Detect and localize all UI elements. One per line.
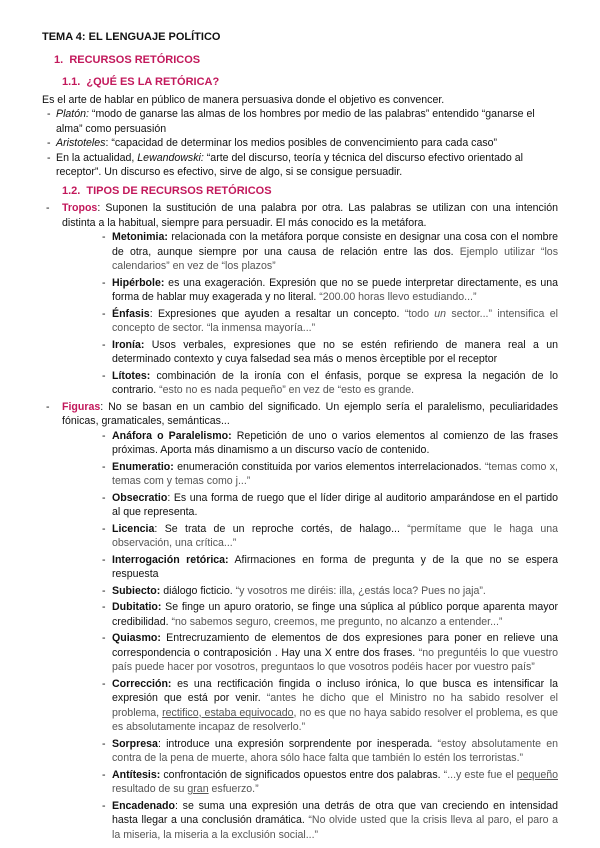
list-item <box>102 737 558 766</box>
term: Hipérbole: <box>112 276 165 289</box>
example: “esto no es nada pequeño” en vez de “esto es grande. <box>159 384 415 396</box>
example-emphasis: un <box>434 307 447 320</box>
author: Aristoteles <box>56 137 106 149</box>
example: , no es que no haya sabido resolver el problema, es que es absolutamente incapaz de resolverlo.” <box>112 706 558 733</box>
list-item <box>102 460 558 489</box>
list-item <box>102 600 558 629</box>
example: “y vosotros me diréis: illa, ¿estás loca? Pues no jaja”. <box>235 584 486 597</box>
term-text: relacionada con la metáfora porque consiste en designar una cosa con el nombre de otra, aunque siempre por una causa de relación entre las dos. <box>112 231 558 258</box>
item-text: “arte del discurso, teoría y técnica del discurso efectivo orientado al receptor”. Un discurso es efectivo, sirve de algo, si se consigue persuadir. <box>56 151 523 178</box>
retorica-definition-block <box>42 93 558 180</box>
list-item <box>102 429 558 458</box>
figuras-text: : No se basan en un cambio del significado. Un ejemplo sería el paralelismo, peculiaridades fónicas, gramaticales, semánticas... <box>62 400 558 427</box>
list-item <box>102 553 558 582</box>
list-item <box>102 631 558 675</box>
example: “no sabemos seguro, creemos, me pregunto, no alcanzo a entender...” <box>171 615 503 628</box>
list-item <box>102 522 558 551</box>
term: Sorpresa <box>112 737 158 750</box>
list-item <box>102 307 558 336</box>
term-text: Repetición de uno o varios elementos al comienzo de las frases próximas. Aporta más dinamismo a un discurso vacío de contenido. <box>112 429 558 456</box>
term: Corrección: <box>112 677 172 690</box>
term-text: Entrecruzamiento de elementos de dos expresiones para poner en relieve una correspondencia o contraposición . Hay una X entre dos frases. <box>112 632 558 659</box>
example: esfuerzo.” <box>208 783 259 795</box>
term-text: : introduce una expresión sorprendente por inesperada. <box>157 737 438 750</box>
section-number: 1. <box>54 53 64 66</box>
section-heading <box>54 53 558 68</box>
subsection-heading-2 <box>62 184 558 199</box>
term: Enumeratio: <box>112 460 174 473</box>
author: Platón: <box>56 108 89 120</box>
term: Subiecto: <box>112 584 161 597</box>
term: Quiasmo: <box>112 632 161 644</box>
figuras-sublist <box>102 429 558 843</box>
example: sector...” intensifica el concepto de sector. “la inmensa mayoría...” <box>112 307 558 334</box>
list-item <box>42 107 558 136</box>
item-text: “modo de ganarse las almas de los hombres por medio de las palabras” entendido “ganarse el alma” como persuasión <box>56 108 535 135</box>
subsection-title: ¿QUÉ ES LA RETÓRICA? <box>86 76 220 88</box>
term-text: : Es una forma de ruego que el líder dirige al auditorio amparándose en el partido al que representa. <box>112 491 558 518</box>
term: Ironía: <box>112 338 145 351</box>
example-underlined: pequeño <box>516 768 558 781</box>
example-underlined: rectifico, estaba equivocado <box>162 706 294 719</box>
term-text: confrontación de significados opuestos entre dos palabras. <box>160 768 444 781</box>
term: Dubitatio: <box>112 601 162 613</box>
subsection-heading-1 <box>62 75 558 90</box>
term-text: Se finge un apuro oratorio, se finge una súplica al público porque aparenta mayor credibilidad. <box>112 601 558 628</box>
tropos-item <box>42 201 558 398</box>
list-item <box>102 276 558 305</box>
example: “no preguntéis lo que vuestro país puede hacer por vosotros, preguntaos lo que vosotros podéis hacer por vuestro país” <box>112 646 558 673</box>
term-text: es una exageración. Expresión que no se puede interpretar directamente, es una forma de hablar muy exagerada y no literal. <box>112 276 558 303</box>
term-text: enumeración constituida por varios elementos interrelacionados. <box>173 460 485 473</box>
example: resultado de su <box>112 783 188 795</box>
example: “estoy absolutamente en contra de la pena de muerte, ahora sólo hace falta que también lo estén los terroristas.” <box>112 737 559 764</box>
definitions-list <box>42 107 558 180</box>
term-text: diálogo ficticio. <box>160 584 236 597</box>
term: Antítesis: <box>112 768 161 781</box>
section-title: RECURSOS RETÓRICOS <box>69 53 201 66</box>
list-item <box>42 151 558 180</box>
list-item <box>102 369 558 398</box>
subsection-number: 1.2. <box>62 184 81 197</box>
list-item <box>102 799 558 843</box>
author: Lewandowski: <box>137 151 204 164</box>
example: “todo <box>404 307 435 320</box>
tropos-label: Tropos <box>62 202 98 214</box>
term: Anáfora o Paralelismo: <box>112 429 232 442</box>
example: “200.00 horas llevo estudiando...” <box>319 291 477 303</box>
retorica-definition: Es el arte de hablar en público de manera persuasiva donde el objetivo es convencer. <box>42 93 445 106</box>
term: Licencia <box>112 522 155 535</box>
term-text: : se suma una expresión una detrás de otra que van creciendo en intensidad hasta llegar a una conclusión dramática. <box>112 799 558 826</box>
example: “permítame que le haga una observación, una crítica...” <box>112 522 558 549</box>
figuras-item <box>42 400 558 843</box>
item-text: : “capacidad de determinar los medios posibles de convencimiento para cada caso” <box>105 137 498 149</box>
tropos-text: : Suponen la sustitución de una palabra por otra. Las palabras se utilizan con una intención distinta a la habitual, siempre para persuadir. El más conocido es la metáfora. <box>62 202 558 229</box>
term-text: combinación de la ironía con el énfasis, porque se expresa la negación de lo contrario. <box>112 369 558 396</box>
example-underlined: gran <box>187 783 209 795</box>
example: “...y este fue el <box>443 768 517 781</box>
term-text: Usos verbales, expresiones que no se estén refiriendo de manera real a un determinado contexto y cuya falsedad sea más o menos èrceptible por el receptor <box>112 338 558 365</box>
item-prefix: En la actualidad, <box>56 151 138 164</box>
list-item <box>102 230 558 274</box>
list-item <box>102 491 558 520</box>
subsection-number: 1.1. <box>62 76 81 88</box>
list-item <box>102 677 558 735</box>
example: “temas como x, temas com y temas como j...” <box>112 460 558 487</box>
list-item <box>102 768 558 797</box>
page-title: TEMA 4: EL LENGUAJE POLÍTICO <box>42 31 221 43</box>
term: Metonimia: <box>112 231 168 243</box>
term: Encadenado <box>112 799 175 812</box>
term-text: : Expresiones que ayuden a resaltar un concepto. <box>149 307 405 320</box>
list-item <box>42 136 558 151</box>
tropos-sublist <box>102 230 558 398</box>
example: Ejemplo utilizar “los calendarios” en vez de “los plazos” <box>112 245 559 272</box>
term: Énfasis <box>112 307 150 320</box>
example: “No olvide usted que la crisis lleva al paro, el paro a la miseria, la miseria a la exclusión social...” <box>112 814 558 841</box>
term: Lítotes: <box>112 369 151 382</box>
term-text: Afirmaciones en forma de pregunta y de la que no se espera respuesta <box>112 553 558 580</box>
term: Interrogación retórica: <box>112 553 229 566</box>
example: “antes he dicho que el Ministro no ha sabido resolver el problema, <box>112 692 559 719</box>
list-item <box>102 338 558 367</box>
term-text: : Se trata de un reproche cortés, de halago... <box>154 522 408 535</box>
subsection-title: TIPOS DE RECURSOS RETÓRICOS <box>86 184 272 197</box>
term: Obsecratio <box>112 491 168 504</box>
list-item <box>102 584 558 599</box>
resource-types-list <box>42 201 558 842</box>
figuras-label: Figuras <box>62 400 101 413</box>
term-text: es una rectificación fingida o incluso irónica, lo que busca es intensificar la expresión que está por venir. <box>112 677 558 704</box>
